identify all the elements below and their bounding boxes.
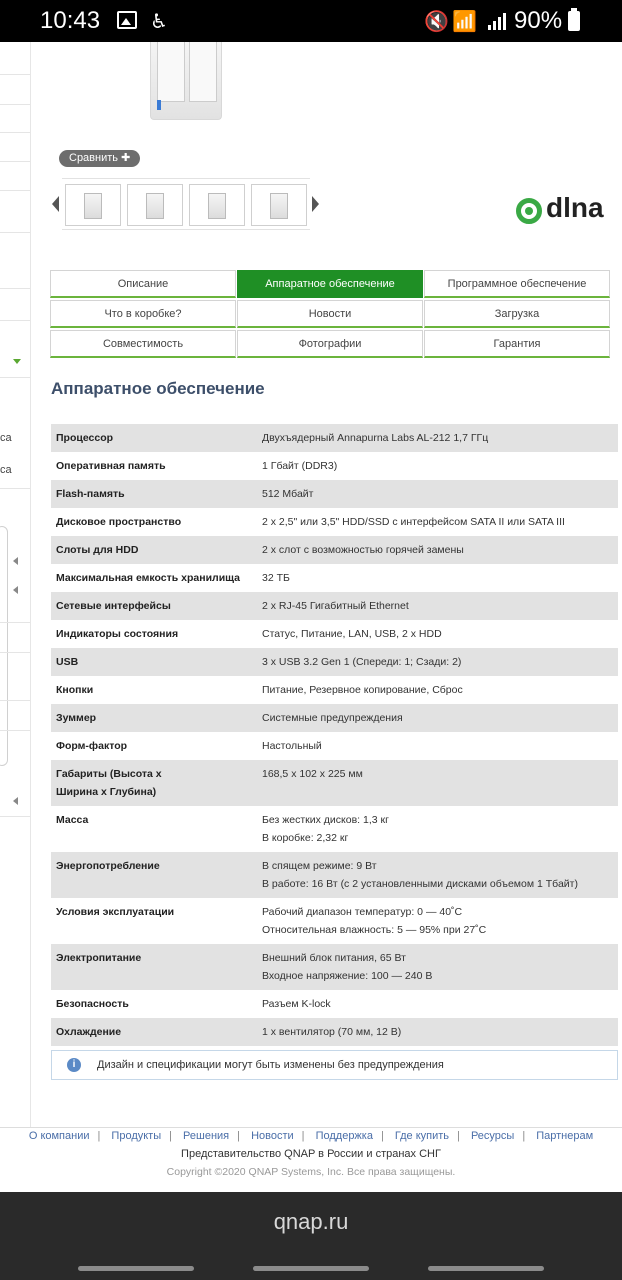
spec-value-line: В коробке: 2,32 кг: [262, 832, 349, 844]
sidebar-text-2[interactable]: са: [0, 464, 12, 476]
thumbnail[interactable]: [127, 184, 183, 226]
spec-value-line: 3 x USB 3.2 Gen 1 (Спереди: 1; Сзади: 2): [262, 656, 462, 668]
spec-value: [257, 732, 618, 760]
spec-value-line: Системные предупреждения: [262, 712, 403, 724]
section-title: Аппаратное обеспечение: [51, 379, 265, 398]
footer-link-resources[interactable]: Ресурсы: [470, 1130, 515, 1142]
table-row: [51, 480, 618, 508]
table-row: [51, 452, 618, 480]
spec-value-line: В работе: 16 Вт (с 2 установленными дисками объемом 1 Тбайт): [262, 878, 578, 890]
spec-value-line: 512 Мбайт: [262, 488, 314, 500]
spec-value: [257, 852, 618, 898]
spec-value: [257, 424, 618, 452]
spec-value: [257, 592, 618, 620]
footer-link-products[interactable]: Продукты: [111, 1130, 162, 1142]
dlna-icon: [516, 198, 542, 224]
spec-key: Условия эксплуатации: [56, 906, 175, 918]
spec-value-line: 2 х RJ-45 Гигабитный Ethernet: [262, 600, 409, 612]
spec-value-line: Относительная влажность: 5 — 95% при 27˚C: [262, 924, 487, 936]
spec-key: Зуммер: [56, 712, 97, 724]
spec-value-line: Разъем K-lock: [262, 998, 331, 1010]
spec-value-line: Без жестких дисков: 1,3 кг: [262, 814, 389, 826]
spec-value-line: Питание, Резервное копирование, Сброс: [262, 684, 463, 696]
battery-icon: [568, 11, 580, 31]
spec-value: [257, 760, 618, 806]
product-image[interactable]: [150, 42, 222, 120]
tab-software[interactable]: Программное обеспечение: [424, 270, 610, 298]
spec-value: [257, 508, 618, 536]
spec-value: [257, 452, 618, 480]
tab-description[interactable]: Описание: [50, 270, 236, 298]
footer-link-support[interactable]: Поддержка: [315, 1130, 373, 1142]
expand-arrow-icon[interactable]: [13, 359, 21, 364]
spec-value-line: Двухъядерный Annapurna Labs AL-212 1,7 ГГц: [262, 432, 489, 444]
info-icon: i: [67, 1058, 81, 1072]
collapse-arrow-icon[interactable]: [13, 797, 18, 805]
table-row: [51, 508, 618, 536]
table-row: [51, 704, 618, 732]
table-row: [51, 620, 618, 648]
spec-key: Масса: [56, 814, 89, 826]
spec-key: Процессор: [56, 432, 114, 444]
table-row: [51, 564, 618, 592]
spec-value: [257, 480, 618, 508]
sidebar-text-1[interactable]: са: [0, 432, 12, 444]
footer-links: О компании | Продукты | Решения | Новости | Поддержка | Где купить | Ресурсы | Партнерам: [28, 1130, 594, 1142]
spec-value: [257, 806, 618, 852]
table-row: [51, 806, 618, 852]
spec-value: [257, 898, 618, 944]
table-row: [51, 732, 618, 760]
spec-value: [257, 990, 618, 1018]
table-row: [51, 898, 618, 944]
tab-whats-in-box[interactable]: Что в коробке?: [50, 300, 236, 328]
thumbnail[interactable]: [65, 184, 121, 226]
footer-link-news[interactable]: Новости: [251, 1130, 294, 1142]
spec-key: Максимальная емкость хранилища: [56, 572, 241, 584]
spec-key: Flash-память: [56, 488, 125, 500]
mute-icon: 🔇: [424, 11, 449, 33]
accessibility-icon: ♿: [150, 11, 168, 33]
spec-key: Дисковое пространство: [56, 516, 182, 528]
notice-text: Дизайн и спецификации могут быть изменены без предупреждения: [97, 1059, 444, 1071]
spec-value-line: 2 x 2,5" или 3,5" HDD/SSD с интерфейсом SATA II или SATA III: [262, 516, 565, 528]
spec-value-line: Рабочий диапазон температур: 0 — 40˚C: [262, 906, 463, 918]
spec-key: Кнопки: [56, 684, 94, 696]
spec-value-line: Настольный: [262, 740, 322, 752]
status-time: 10:43: [40, 7, 101, 34]
footer-divider: [0, 1127, 622, 1128]
spec-value: [257, 620, 618, 648]
spec-value-line: 2 х слот с возможностью горячей замены: [262, 544, 464, 556]
spec-key: Слоты для HDD: [56, 544, 139, 556]
nav-recents-button[interactable]: [428, 1266, 544, 1271]
footer-copyright: Copyright ©2020 QNAP Systems, Inc. Все права защищены.: [166, 1166, 456, 1178]
table-row: [51, 760, 618, 806]
tab-download[interactable]: Загрузка: [424, 300, 610, 328]
spec-key: Охлаждение: [56, 1026, 122, 1038]
spec-key: Оперативная память: [56, 460, 166, 472]
spec-table: [51, 424, 618, 1046]
footer-link-where-to-buy[interactable]: Где купить: [394, 1130, 450, 1142]
url-text[interactable]: qnap.ru: [273, 1209, 349, 1234]
wifi-icon: 📶: [452, 11, 477, 33]
spec-value-line: Статус, Питание, LAN, USB, 2 x HDD: [262, 628, 442, 640]
system-nav-bar: [0, 1258, 622, 1280]
thumbnail-carousel: [50, 178, 322, 230]
spec-key: USB: [56, 656, 79, 668]
dlna-label: dlna: [546, 192, 604, 223]
nav-home-button[interactable]: [253, 1266, 369, 1271]
spec-key: Форм-фактор: [56, 740, 128, 752]
table-row: [51, 944, 618, 990]
spec-value-line: 1 х вентилятор (70 мм, 12 В): [262, 1026, 402, 1038]
sidebar-remnant: [0, 42, 31, 1127]
spec-value-line: В спящем режиме: 9 Вт: [262, 860, 377, 872]
table-row: [51, 1018, 618, 1046]
tab-news[interactable]: Новости: [237, 300, 423, 328]
footer-link-about[interactable]: О компании: [28, 1130, 90, 1142]
table-row: [51, 852, 618, 898]
spec-value: [257, 536, 618, 564]
spec-value: [257, 564, 618, 592]
spec-value: [257, 1018, 618, 1046]
tab-warranty[interactable]: Гарантия: [424, 330, 610, 358]
status-bar: [0, 0, 622, 42]
collapse-arrow-icon[interactable]: [13, 586, 18, 594]
tab-grid: [50, 270, 612, 360]
thumbnail[interactable]: [189, 184, 245, 226]
table-row: [51, 536, 618, 564]
tab-photos[interactable]: Фотографии: [237, 330, 423, 358]
nav-back-button[interactable]: [78, 1266, 194, 1271]
table-row: [51, 424, 618, 452]
spec-value-line: 32 ТБ: [262, 572, 290, 584]
spec-value: [257, 648, 618, 676]
carousel-next-icon[interactable]: [312, 196, 319, 212]
compare-button[interactable]: Сравнить ✚: [59, 150, 140, 167]
footer-link-partners[interactable]: Партнерам: [536, 1130, 594, 1142]
spec-key: Габариты (Высота х Ширина х Глубина): [56, 768, 162, 798]
table-row: [51, 676, 618, 704]
spec-key: Электропитание: [56, 952, 142, 964]
spec-key: Безопасность: [56, 998, 129, 1010]
thumbnail[interactable]: [251, 184, 307, 226]
image-icon: [117, 11, 137, 29]
table-row: [51, 592, 618, 620]
spec-value: [257, 704, 618, 732]
carousel-prev-icon[interactable]: [52, 196, 59, 212]
spec-key: Энергопотребление: [56, 860, 160, 872]
spec-notice: [51, 1050, 618, 1080]
footer-representative: Представительство QNAP в России и странах СНГ: [181, 1148, 441, 1160]
spec-key: Индикаторы состояния: [56, 628, 179, 640]
signal-icon: [488, 12, 508, 30]
spec-value-line: 168,5 x 102 x 225 мм: [262, 768, 363, 780]
table-row: [51, 990, 618, 1018]
spec-value-line: Входное напряжение: 100 — 240 В: [262, 970, 433, 982]
tab-hardware[interactable]: Аппаратное обеспечение: [237, 270, 423, 298]
spec-key: Сетевые интерфейсы: [56, 600, 171, 612]
spec-value-line: Внешний блок питания, 65 Вт: [262, 952, 406, 964]
spec-value: [257, 676, 618, 704]
spec-value-line: 1 Гбайт (DDR3): [262, 460, 338, 472]
table-row: [51, 648, 618, 676]
tab-compatibility[interactable]: Совместимость: [50, 330, 236, 358]
collapse-arrow-icon[interactable]: [13, 557, 18, 565]
battery-percent: 90%: [514, 7, 563, 34]
spec-value: [257, 944, 618, 990]
footer-link-solutions[interactable]: Решения: [183, 1130, 230, 1142]
